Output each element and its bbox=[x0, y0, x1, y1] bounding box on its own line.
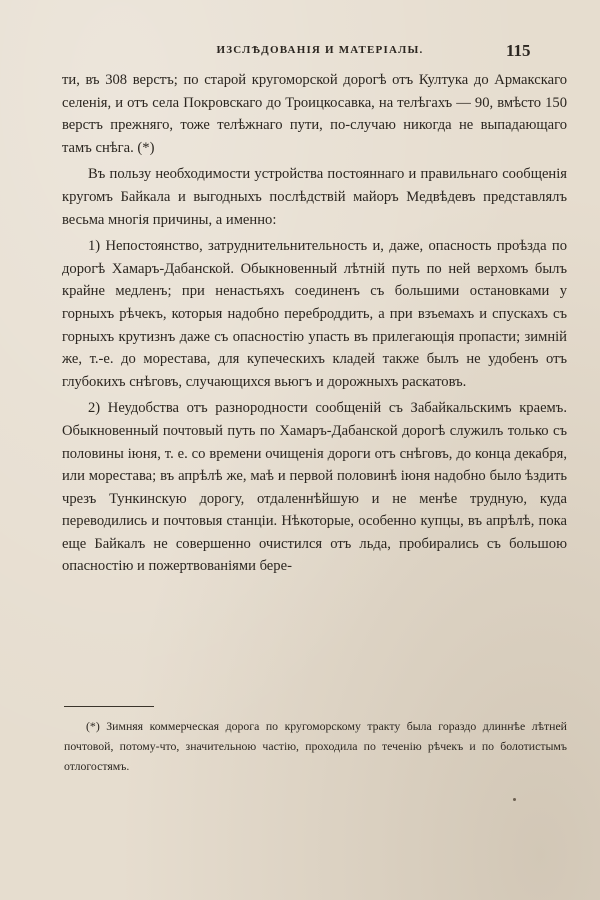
running-header: ИЗСЛѢДОВАНІЯ И МАТЕРІАЛЫ. bbox=[216, 44, 424, 56]
page-number: 115 bbox=[506, 41, 531, 60]
footnote-divider bbox=[64, 706, 154, 707]
paragraph-point-1: 1) Непостоянство, затруднительнительность и, даже, опасность проѣзда по дорогѣ Хамаръ-Дабанской. Обыкновенный лѣтній путь по ней верхомъ былъ крайне медленъ; при ненастьяхъ соединенъ съ большими остановками у горныхъ рѣчекъ, которыя надобно переброддить, а при взъемахъ и спускахъ съ горныхъ крутизнъ даже съ опасностію упасть въ прилегающія пропасти; зимній же, т.-е. до морестава, для купеческихъ кладей также былъ не удобенъ отъ глубокихъ снѣговъ, случающихся вьюгъ и дорожныхъ раскатовъ. bbox=[62, 238, 567, 390]
body-text bbox=[62, 69, 567, 578]
paragraph-point-2: 2) Неудобства отъ разнородности сообщеній съ Забайкальскимъ краемъ. Обыкновенный почтовый путь по Хамаръ-Дабанской дорогѣ служилъ только съ половины іюня, т. е. со времени очищенія дороги отъ снѣговъ, до конца декабря, или морестава; въ апрѣлѣ же, маѣ и первой половинѣ іюня надобно было ѣздить чрезъ Тункинскую дорогу, отдаленнѣйшую и не менѣе трудную, куда переводились и почтовыя станціи. Нѣкоторые, особенно купцы, въ апрѣлѣ, пока еще Байкалъ не совершенно очистился отъ льда, пробирались съ большою опасностію и пожертвованіями бере- bbox=[62, 400, 567, 575]
paper-speck bbox=[513, 798, 516, 801]
paragraph-continuation: ти, въ 308 верстъ; по старой кругоморской дорогѣ отъ Култука до Армакскаго селенія, и отъ села Покровскаго до Троицкосавка, на телѣгахъ — 90, вмѣсто 150 верстъ прежняго, тоже телѣжнаго пути, по-случаю никогда не выпадающаго тамъ снѣга. (*) bbox=[62, 72, 567, 156]
footnote: (*) Зимняя коммерческая дорога по кругоморскому тракту была гораздо длиннѣе лѣтней почтовой, потому-что, значительною частію, проходила по теченію рѣчекъ и по болотистымъ отлогостямъ. bbox=[64, 719, 567, 773]
paragraph-intro: Въ пользу необходимости устройства постояннаго и правильнаго сообщенія кругомъ Байкала и выгодныхъ послѣдствій майоръ Медвѣдевъ представлялъ весьма многія причины, а именно: bbox=[62, 166, 567, 228]
